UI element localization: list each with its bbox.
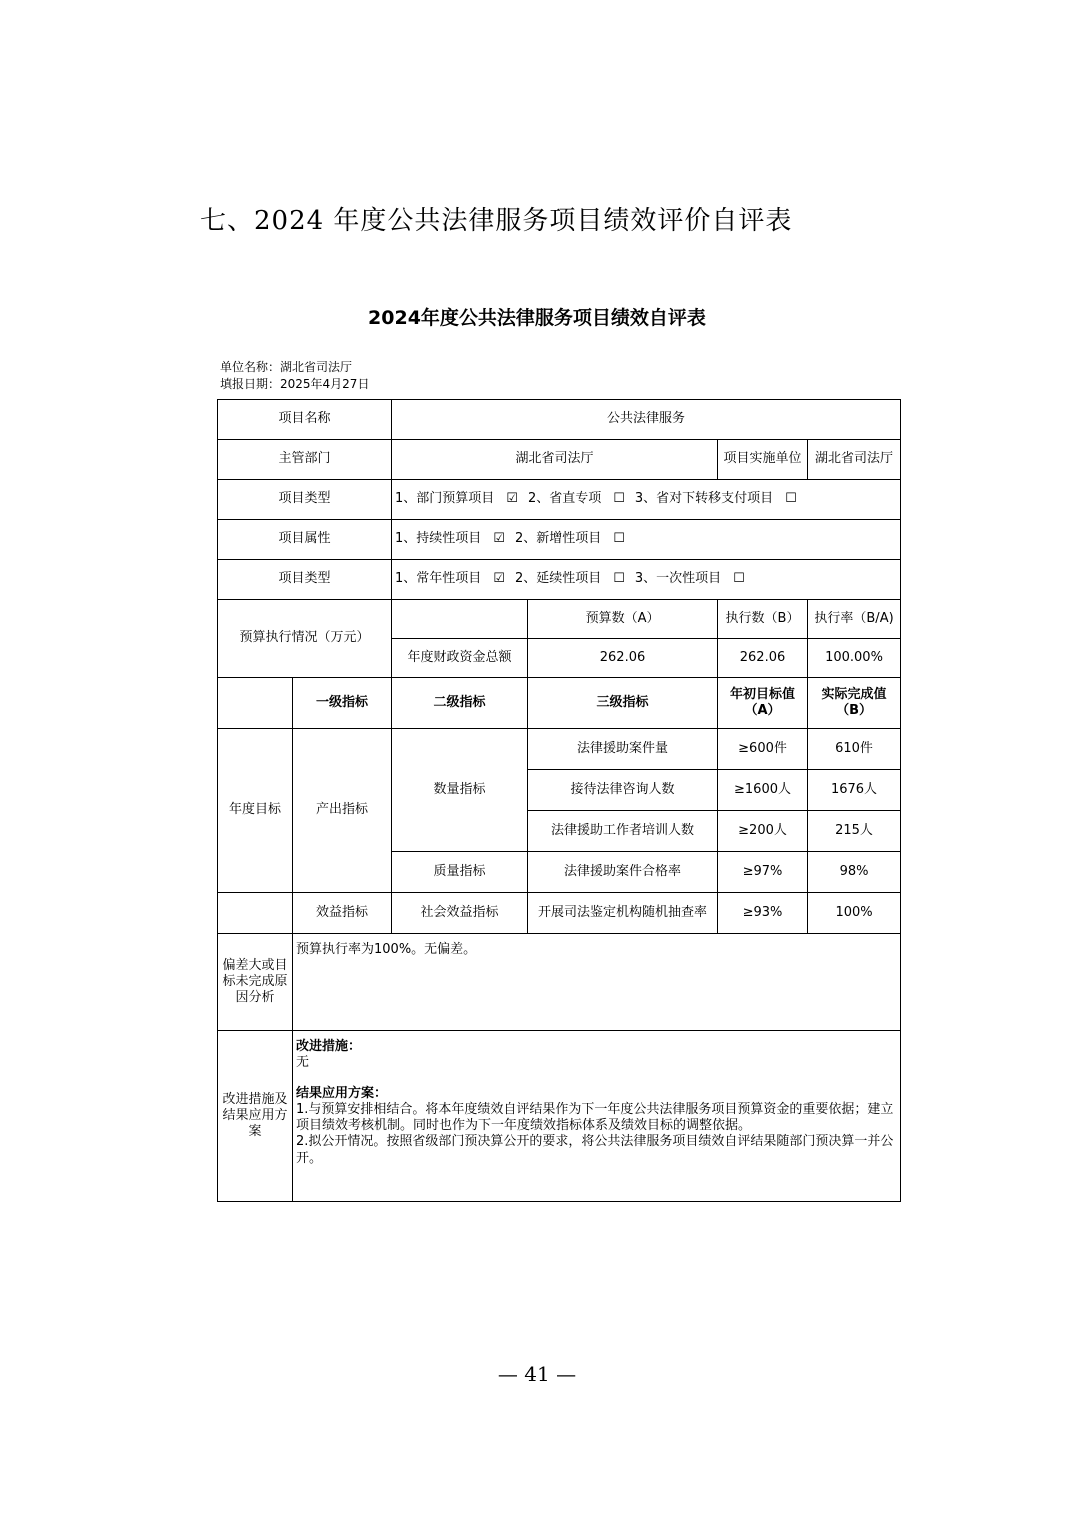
row-project-type-2 [218, 560, 901, 600]
dept-label: 主管部门 [218, 440, 392, 480]
type1-label: 项目类型 [218, 480, 392, 520]
indicator-target: ≥1600人 [718, 770, 808, 811]
indicator-name: 法律援助工作者培训人数 [528, 811, 718, 852]
impl-unit-value: 湖北省司法厅 [808, 440, 901, 480]
header-target: 年初目标值（A） [718, 678, 808, 729]
annual-target-label: 年度目标 [218, 729, 293, 893]
indicator-target: ≥200人 [718, 811, 808, 852]
benefit-indicator-label: 效益指标 [293, 893, 392, 934]
evaluation-table [217, 399, 901, 1202]
measures-title: 改进措施： [296, 1039, 362, 1054]
type1-option-2: 2、省直专项 [527, 491, 602, 507]
attr-label: 项目属性 [218, 520, 392, 560]
project-name-value: 公共法律服务 [392, 400, 901, 440]
type1-option-3: 3、省对下转移支付项目 [634, 491, 774, 507]
type2-label: 项目类型 [218, 560, 392, 600]
indicator-name: 接待法律咨询人数 [528, 770, 718, 811]
indicator-row [218, 893, 901, 934]
deviation-text: 预算执行率为100%。无偏差。 [293, 934, 901, 1031]
indicator-empty-cell [218, 678, 293, 729]
improvement-content [293, 1031, 901, 1202]
header-level3: 三级指标 [528, 678, 718, 729]
indicator-target: ≥93% [718, 893, 808, 934]
plan-item-2: 2.拟公开情况。按照省级部门预决算公开的要求，将公共法律服务项目绩效自评结果随部门预决算一并公开。 [296, 1134, 894, 1166]
attr-option-2: 2、新增性项目 [514, 531, 602, 547]
measures-text: 无 [296, 1055, 310, 1071]
budget-b-value: 262.06 [718, 639, 808, 678]
indicator-name: 法律援助案件合格率 [528, 852, 718, 893]
checked-box-icon: ☑ [506, 491, 518, 507]
indicator-actual: 215人 [808, 811, 901, 852]
header-level1: 一级指标 [293, 678, 392, 729]
row-improvement [218, 1031, 901, 1202]
unchecked-box-icon: ☐ [613, 531, 625, 547]
budget-col-a: 预算数（A） [528, 600, 718, 639]
unchecked-box-icon: ☐ [613, 491, 625, 507]
indicator-target: ≥97% [718, 852, 808, 893]
deviation-label: 偏差大或目标未完成原因分析 [218, 934, 293, 1031]
unit-name: 单位名称：湖北省司法厅 [220, 360, 353, 374]
indicator-name: 法律援助案件量 [528, 729, 718, 770]
type2-option-2: 2、延续性项目 [514, 571, 602, 587]
plan-title: 结果应用方案： [296, 1085, 388, 1101]
section-heading: 七、2024 年度公共法律服务项目绩效评价自评表 [200, 206, 793, 236]
checked-box-icon: ☑ [493, 531, 505, 547]
budget-rate-value: 100.00% [808, 639, 901, 678]
fill-date: 填报日期：2025年4月27日 [220, 377, 370, 391]
budget-col-b: 执行数（B） [718, 600, 808, 639]
type2-option-3: 3、一次性项目 [634, 571, 722, 587]
impl-unit-label: 项目实施单位 [718, 440, 808, 480]
social-benefit-label: 社会效益指标 [392, 893, 528, 934]
budget-label: 预算执行情况（万元） [218, 600, 392, 678]
quantity-indicator-label: 数量指标 [392, 729, 528, 852]
improvement-label: 改进措施及结果应用方案 [218, 1031, 293, 1202]
quality-indicator-label: 质量指标 [392, 852, 528, 893]
indicator-target: ≥600件 [718, 729, 808, 770]
row-project-attr [218, 520, 901, 560]
header-actual: 实际完成值（B） [808, 678, 901, 729]
checked-box-icon: ☑ [493, 571, 505, 587]
type2-options [392, 560, 901, 600]
indicator-name: 开展司法鉴定机构随机抽查率 [528, 893, 718, 934]
dept-value: 湖北省司法厅 [392, 440, 718, 480]
attr-options [392, 520, 901, 560]
header-level2: 二级指标 [392, 678, 528, 729]
row-project-name [218, 400, 901, 440]
table-title: 2024年度公共法律服务项目绩效自评表 [368, 307, 706, 329]
row-project-type-1 [218, 480, 901, 520]
indicator-actual: 610件 [808, 729, 901, 770]
unchecked-box-icon: ☐ [785, 491, 797, 507]
project-name-label: 项目名称 [218, 400, 392, 440]
budget-empty-cell [392, 600, 528, 639]
budget-row-label: 年度财政资金总额 [392, 639, 528, 678]
unchecked-box-icon: ☐ [733, 571, 745, 587]
indicator-actual: 1676人 [808, 770, 901, 811]
row-budget-header [218, 600, 901, 639]
type2-option-1: 1、常年性项目 [395, 571, 482, 587]
budget-col-rate: 执行率（B/A) [808, 600, 901, 639]
indicator-actual: 100% [808, 893, 901, 934]
budget-a-value: 262.06 [528, 639, 718, 678]
spacer [296, 1072, 897, 1086]
benefit-empty-cell [218, 893, 293, 934]
unchecked-box-icon: ☐ [613, 571, 625, 587]
row-dept [218, 440, 901, 480]
indicator-row [218, 729, 901, 770]
type1-option-1: 1、部门预算项目 [395, 491, 495, 507]
type1-options [392, 480, 901, 520]
output-indicator-label: 产出指标 [293, 729, 392, 893]
attr-option-1: 1、持续性项目 [395, 531, 482, 547]
page-number: — 41 — [497, 1362, 577, 1386]
row-deviation [218, 934, 901, 1031]
indicator-actual: 98% [808, 852, 901, 893]
row-indicator-header [218, 678, 901, 729]
plan-item-1: 1.与预算安排相结合。将本年度绩效自评结果作为下一年度公共法律服务项目预算资金的重要依据；建立项目绩效考核机制。同时也作为下一年度绩效指标体系及绩效目标的调整依据。 [296, 1101, 894, 1133]
